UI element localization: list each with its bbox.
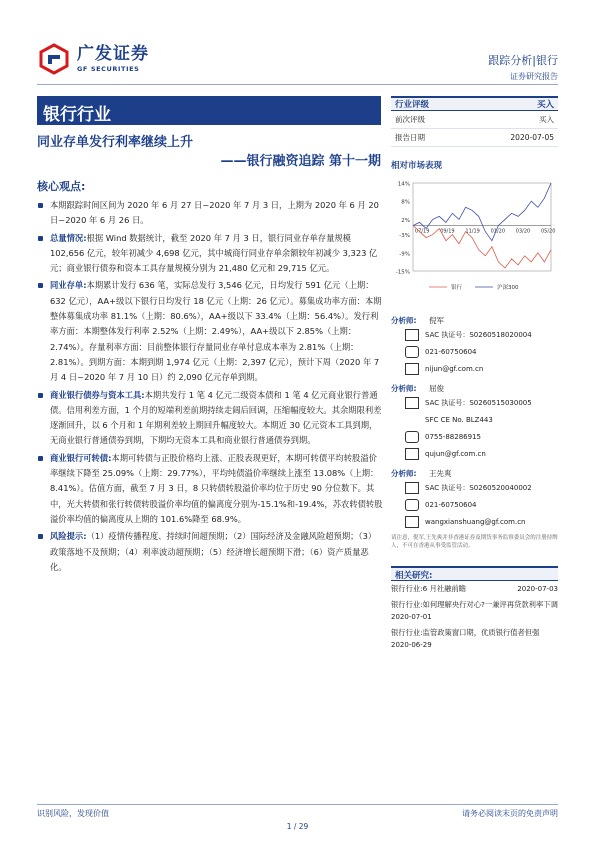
report-type: 跟踪分析|银行 (488, 54, 558, 67)
rating-header: 行业评级 买入 (391, 96, 558, 111)
analyst-label: 分析师: (391, 384, 417, 393)
gf-logo-icon (37, 42, 71, 76)
analyst-block (391, 383, 558, 462)
analyst-phone-row: 0755-88286915 (391, 428, 558, 445)
legend-label-1: 沪深300 (497, 285, 519, 291)
related-date: 2020-07-03 (517, 585, 558, 593)
y-tick-label: -9% (399, 251, 410, 258)
analyst-phone-row: 021-60750604 (391, 496, 558, 513)
report-title: 同业存单发行利率继续上升 (37, 135, 194, 150)
related-date: 2020-06-29 (391, 641, 432, 649)
bullet-item: 同业存单:本期累计发行 636 笔，实际总发行 3,546 亿元，日均发行 591 亿元（上期：632 亿元），AA+级以下银行日均发行 18 亿元（上期：26 亿元）。募集成功率方面：本期整体募集成功率 81.1%（上期：80.6%），AA+级以下 33.4%（上期：56.4%）。发行利率方面：本期整体发行利率 2.52%（上期：2.49%），AA+级以下 2.85%（上期：2.74%）。存量利率方面：目前整体银行存量同业存单付息成本率为 2.81%（上期：2.81%）。到期方面：本期到期 1,974 亿元（上期：2,397 亿元），预计下周（2020 年 7 月 4 日~2020 年 7 月 10 日）约 2,090 亿元存单到期。 (37, 278, 383, 385)
bullet-item: 商业银行可转债:本期可转债与正股价格均上涨、正股表现更好，本期可转债平均转股溢价率继续下降至 25.09%（上期：29.77%），平均纯债溢价率继续上涨至 13.08%（上期：8.41%）。估值方面，截至 7 月 3 日，8 只转债转股溢价率均位于历史 90 分位数下。其中，光大转债和张行转债转股溢价率均值的偏离度分别为-15.1%和-19.4%，苏农转债转股溢价率均值的偏离度从上期的 101.6%降至 68.9%。 (37, 451, 383, 527)
phone-icon (405, 499, 419, 511)
related-title: 银行行业:如何理解央行对心?一兼评再贷款利率下调 (391, 600, 558, 609)
bullet-item: 商业银行债券与资本工具:本期共发行 1 笔 4 亿元二级资本债和 1 笔 4 亿元商业银行普通债。信用利差方面，1 个月的短端利差前期持续走阔后回调，压缩幅度较大。其余期限利差逐渐回升，以 6 个月和 1 年期利差较上期回升幅度较大。本期近 30 亿元资本工具到期，无商业银行普通债券到期，下期均无资本工具和商业银行普通债券到期。 (37, 388, 383, 449)
y-tick-label: 2% (401, 217, 410, 224)
company-logo (37, 42, 149, 76)
related-title: 银行行业:监管政策窗口期，优质银行值者但强 (391, 628, 540, 637)
plot-frame (413, 183, 551, 271)
analyst-list (391, 315, 558, 530)
legend-label-0: 银行 (451, 285, 463, 291)
y-tick-label: -3% (399, 233, 410, 240)
logo-cn-text: 广发证券 (77, 44, 149, 64)
id-card-icon (405, 397, 419, 409)
analyst-label: 分析师: (391, 469, 417, 478)
sidebar (391, 96, 558, 653)
analyst-name-row (391, 315, 558, 326)
analyst-sfc-row: SFC CE No. BLZ443 (425, 415, 493, 424)
header-divider (37, 84, 558, 85)
bullet-item: 风险提示:（1）疫情传播程度、持续时间超预期；（2）国际经济及金融风险超预期；（3）政策落地不及预期；（4）利率波动超预期；（5）经济增长超预期下滑；（6）资产质量恶化。 (37, 529, 383, 575)
related-heading: 相关研究: (391, 566, 558, 581)
prev-rating-row: 前次评级 买入 (391, 111, 558, 129)
analyst-name: 屈俊 (429, 384, 444, 393)
analyst-name: 倪军 (429, 316, 444, 325)
analyst-name: 王先爽 (429, 469, 452, 478)
analyst-block (391, 315, 558, 377)
industry-title-bar: 银行行业 (37, 96, 381, 125)
x-tick-label: 01/20 (490, 228, 506, 235)
chart-svg (391, 175, 558, 307)
related-list (391, 581, 558, 653)
analyst-email[interactable]: qujun@gf.com.cn (425, 449, 486, 458)
logo-en-text: GF SECURITIES (77, 65, 140, 73)
x-tick-label: 07/19 (415, 228, 430, 235)
analyst-email[interactable]: nijun@gf.com.cn (425, 364, 484, 373)
analyst-name-row (391, 468, 558, 479)
analyst-email-row (391, 513, 558, 530)
footer-slogan: 识别风险，发现价值 (37, 809, 109, 818)
analyst-email-row (391, 445, 558, 462)
x-tick-label: 05/20 (541, 228, 556, 235)
y-tick-label: 8% (401, 199, 410, 206)
report-series-title: ——银行融资追踪 第十一期 (220, 154, 381, 169)
email-icon (405, 363, 419, 375)
email-icon (405, 448, 419, 460)
series-line-1 (413, 183, 551, 241)
analyst-email-row (391, 360, 558, 377)
related-date: 2020-07-01 (391, 613, 432, 621)
analyst-name-row (391, 383, 558, 394)
x-tick-label: 03/20 (515, 228, 531, 235)
market-title: 相对市场表现 (391, 161, 443, 171)
report-date-row: 报告日期 2020-07-05 (391, 129, 558, 147)
id-card-icon (405, 329, 419, 341)
page-header (0, 0, 595, 90)
footer-divider (37, 804, 558, 805)
bullet-item: 本期跟踪时间区间为 2020 年 6 月 27 日~2020 年 7 月 3 日，上期为 2020 年 6 月 20 日~2020 年 6 月 26 日。 (37, 198, 383, 229)
analyst-disclaimer: 请注意，倪军,王先爽并非香港证券及期货事务监察委员会的注册持牌人，不可在香港从事受监管活动。 (391, 535, 558, 549)
relative-performance-chart (391, 175, 558, 307)
related-item[interactable] (391, 581, 558, 597)
analyst-email[interactable]: wangxianshuang@gf.com.cn (425, 517, 526, 526)
related-item[interactable] (391, 625, 558, 653)
analyst-sac-row: SAC 执证号：S0260515030005 (391, 394, 558, 411)
y-tick-label: 14% (397, 181, 410, 188)
id-card-icon (405, 482, 419, 494)
core-bullets (37, 198, 383, 577)
analyst-label: 分析师: (391, 316, 417, 325)
y-tick-label: -15% (395, 269, 410, 276)
analyst-block (391, 468, 558, 530)
footer-disclaimer-link[interactable]: 请务必阅读末页的免责声明 (462, 809, 558, 818)
analyst-sac-row: SAC 执证号：S0260520040002 (391, 479, 558, 496)
analyst-sac-row: SAC 执证号：S0260518020004 (391, 326, 558, 343)
bullet-item: 总量情况:根据 Wind 数据统计，截至 2020 年 7 月 3 日，银行同业存单存量规模 102,656 亿元，较年初减少 4,698 亿元，其中城商行同业存单余额较年初减少 3,323 亿元；商业银行债券和资本工具存量规模分别为 21,480 亿元和 29,715 亿元。 (37, 231, 383, 277)
email-icon (405, 516, 419, 528)
related-title: 银行行业:6 月社融前瞻 (391, 584, 467, 593)
analyst-phone-row: 021-60750604 (391, 343, 558, 360)
page-number: 1 / 29 (286, 822, 309, 831)
x-tick-label: 11/19 (465, 228, 480, 235)
x-tick-label: 09/19 (440, 228, 455, 235)
related-item[interactable] (391, 597, 558, 625)
phone-icon (405, 431, 419, 443)
report-subtitle: 证券研究报告 (510, 72, 558, 81)
series-line-0 (413, 226, 551, 269)
core-heading: 核心观点: (37, 180, 86, 193)
phone-icon (405, 346, 419, 358)
